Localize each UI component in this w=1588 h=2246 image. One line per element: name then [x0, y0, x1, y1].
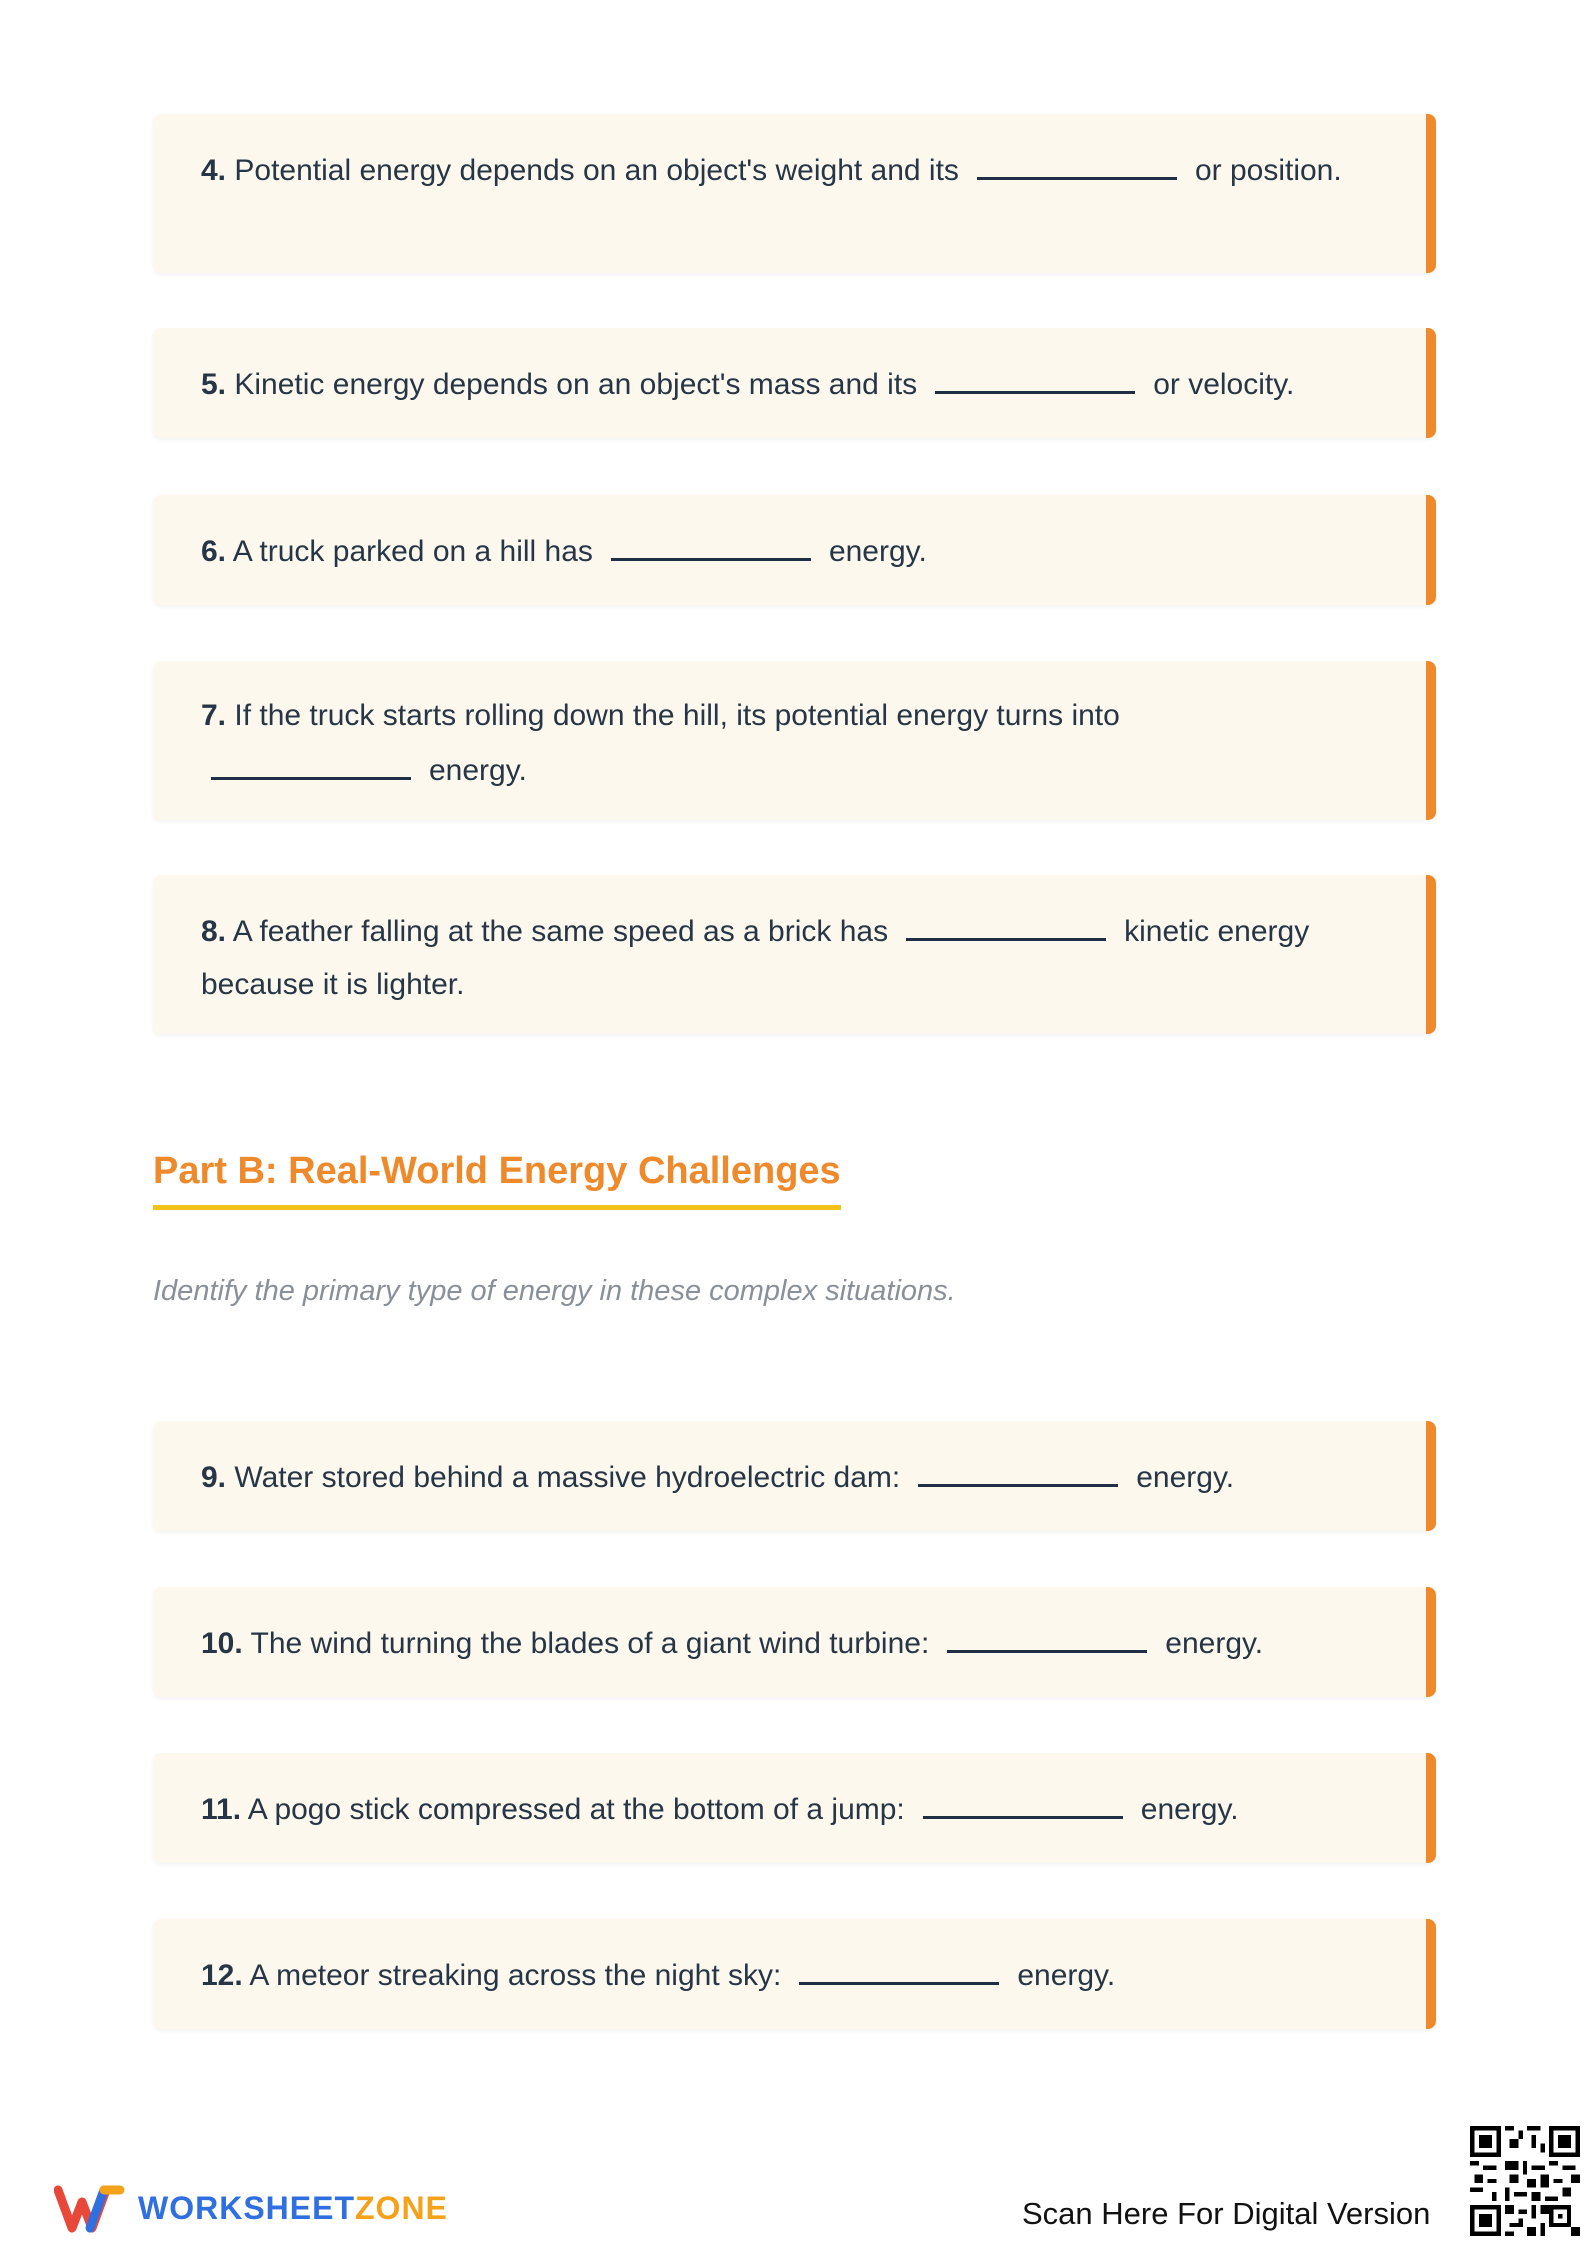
answer-blank[interactable]: [211, 742, 411, 780]
question-card-6: [153, 495, 1436, 605]
question-text: [201, 1449, 1234, 1504]
question-text: [201, 689, 1376, 797]
question-tail: or position.: [1194, 154, 1342, 187]
question-tail: energy.: [1136, 1460, 1235, 1494]
worksheetzone-logo[interactable]: [54, 2180, 448, 2236]
question-card-8: [153, 875, 1436, 1034]
question-stem: A truck parked on a hill has: [232, 534, 593, 568]
question-card-10: [153, 1587, 1436, 1697]
question-stem: Kinetic energy depends on an object's mass and its: [234, 367, 918, 401]
section-b-instructions: Identify the primary type of energy in these complex situations.: [153, 1275, 956, 1307]
question-number: 6.: [201, 534, 227, 568]
question-text: [201, 1615, 1263, 1670]
question-text: [201, 356, 1294, 411]
question-stem: If the truck starts rolling down the hill, its potential energy turns into: [234, 699, 1120, 732]
answer-blank[interactable]: [923, 1781, 1123, 1819]
question-tail: energy.: [1165, 1626, 1264, 1660]
section-b-title: Part B: Real-World Energy Challenges: [153, 1150, 841, 1210]
question-stem: A pogo stick compressed at the bottom of a jump:: [247, 1792, 905, 1826]
answer-blank[interactable]: [918, 1449, 1118, 1487]
answer-blank[interactable]: [799, 1947, 999, 1985]
question-card-9: [153, 1421, 1436, 1531]
question-number: 8.: [201, 915, 227, 948]
question-card-12: [153, 1919, 1436, 2029]
logo-word-2: ZONE: [355, 2189, 448, 2226]
question-number: 4.: [201, 154, 227, 187]
question-number: 10.: [201, 1626, 243, 1660]
question-number: 9.: [201, 1460, 227, 1494]
question-number: 12.: [201, 1958, 243, 1992]
question-stem: The wind turning the blades of a giant wind turbine:: [250, 1626, 930, 1660]
answer-blank[interactable]: [935, 356, 1135, 394]
scan-text: Scan Here For Digital Version: [1022, 2196, 1431, 2231]
question-stem: Potential energy depends on an object's weight and its: [234, 154, 959, 187]
question-card-5: [153, 328, 1436, 438]
qr-code-icon[interactable]: [1470, 2126, 1580, 2236]
question-tail: energy.: [1140, 1792, 1239, 1826]
question-text: [201, 142, 1376, 197]
question-card-4: [153, 114, 1436, 273]
answer-blank[interactable]: [906, 903, 1106, 941]
answer-blank[interactable]: [977, 142, 1177, 180]
question-text: [201, 523, 927, 578]
question-tail: energy.: [429, 754, 527, 787]
question-tail: or velocity.: [1153, 367, 1295, 401]
question-card-11: [153, 1753, 1436, 1863]
logo-word-1: WORKSHEET: [138, 2189, 355, 2226]
logo-wordmark: [138, 2190, 448, 2227]
question-number: 11.: [201, 1792, 242, 1826]
question-number: 7.: [201, 699, 227, 732]
answer-blank[interactable]: [611, 523, 811, 561]
question-text: [201, 1947, 1115, 2002]
question-stem: Water stored behind a massive hydroelectric dam:: [234, 1460, 901, 1494]
question-stem: A meteor streaking across the night sky:: [249, 1958, 782, 1992]
worksheetzone-w-logo-icon: [54, 2180, 128, 2236]
answer-blank[interactable]: [947, 1615, 1147, 1653]
question-number: 5.: [201, 367, 227, 401]
question-tail: energy.: [1017, 1958, 1116, 1992]
question-tail: kinetic energy because it is lighter.: [201, 915, 1310, 1001]
question-card-7: [153, 661, 1436, 820]
question-text: [201, 1781, 1239, 1836]
question-text: [201, 903, 1376, 1011]
question-tail: energy.: [828, 534, 927, 568]
question-stem: A feather falling at the same speed as a brick has: [232, 915, 889, 948]
